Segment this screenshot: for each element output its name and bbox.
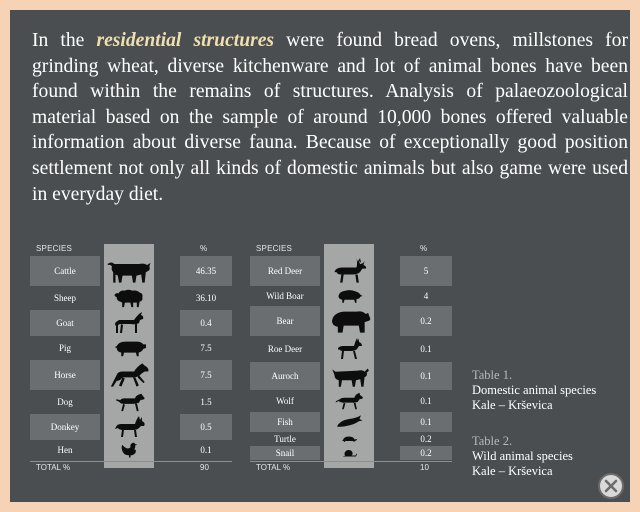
species-percent: 46.35 — [195, 266, 217, 276]
table-row — [250, 432, 452, 446]
species-percent: 0.1 — [420, 371, 432, 381]
species-name: Goat — [56, 318, 74, 328]
species-percent: 0.2 — [420, 434, 432, 444]
intro-highlight: residential structures — [96, 30, 275, 51]
species-name: Dog — [57, 397, 73, 407]
table2-line1: Wild animal species — [472, 449, 573, 463]
species-percent: 0.2 — [420, 448, 432, 458]
table1-caption — [472, 368, 596, 413]
species-name: Wolf — [276, 396, 294, 406]
table2-caption — [472, 434, 573, 479]
percent-column-header: % — [200, 244, 208, 253]
species-percent: 7.5 — [200, 370, 212, 380]
species-name: Pig — [58, 343, 71, 353]
table-row — [30, 414, 232, 440]
table-row — [30, 256, 232, 286]
species-name: Hen — [57, 445, 73, 455]
species-name: Turtle — [274, 434, 296, 444]
species-percent: 0.5 — [200, 422, 212, 432]
species-percent: 1.5 — [200, 397, 212, 407]
wild-species-table — [250, 244, 452, 484]
table-row — [30, 440, 232, 460]
table-row — [250, 390, 452, 412]
table-row — [30, 360, 232, 390]
domestic-species-table — [30, 244, 232, 484]
species-name: Snail — [275, 448, 295, 458]
total-label: TOTAL % — [36, 463, 71, 472]
species-name: Auroch — [271, 371, 299, 381]
table-row — [250, 362, 452, 390]
table-row — [250, 412, 452, 432]
donkey-icon — [104, 414, 154, 440]
species-percent: 0.1 — [420, 396, 432, 406]
species-name: Sheep — [54, 293, 76, 303]
hen-icon — [104, 440, 154, 460]
table1-title: Table 1. — [472, 368, 513, 382]
species-name: Horse — [54, 370, 76, 380]
intro-paragraph — [32, 28, 628, 207]
table-row — [30, 336, 232, 360]
table-row — [250, 256, 452, 286]
total-label: TOTAL % — [256, 463, 291, 472]
table1-line2: Kale – Krševica — [472, 398, 553, 412]
snail-icon — [324, 446, 374, 460]
total-divider — [30, 461, 232, 462]
table-row — [30, 310, 232, 336]
table1-line1: Domestic animal species — [472, 383, 597, 397]
auroch-icon — [324, 362, 374, 390]
table-row — [30, 390, 232, 414]
sheep-icon — [104, 286, 154, 310]
goat-icon — [104, 310, 154, 336]
table2-title: Table 2. — [472, 434, 513, 448]
species-percent: 0.1 — [200, 445, 212, 455]
species-name: Cattle — [54, 266, 76, 276]
species-column-header: SPECIES — [36, 244, 73, 253]
species-name: Roe Deer — [267, 344, 303, 354]
species-percent: 4 — [423, 291, 429, 301]
fish-icon — [324, 412, 374, 432]
species-percent: 7.5 — [200, 343, 212, 353]
species-percent: 0.2 — [420, 316, 432, 326]
close-button[interactable] — [598, 473, 624, 499]
table-row — [250, 446, 452, 460]
species-percent: 5 — [423, 266, 429, 276]
dog-icon — [104, 390, 154, 414]
table-row — [250, 336, 452, 362]
wild-boar-icon — [324, 286, 374, 306]
pig-icon — [104, 336, 154, 360]
table-row — [250, 286, 452, 306]
roe-deer-icon — [324, 336, 374, 362]
species-name: Red Deer — [267, 266, 303, 276]
intro-text-rest: were found bread ovens, millstones for grinding wheat, diverse kitchenware and lot of animal bones have been found within the remains of structures. Analysis of palaeozoological material based on the sample of around 10,000 bones offered valuable information about diverse fauna. Because of exceptionally good position settlement not only all kinds of domestic animals but also game were used in everyday diet. — [32, 30, 628, 205]
species-percent: 36.10 — [195, 293, 217, 303]
wolf-icon — [324, 390, 374, 412]
table-row — [250, 306, 452, 336]
horse-icon — [104, 360, 154, 390]
bear-icon — [324, 306, 374, 336]
species-percent: 0.1 — [420, 417, 432, 427]
total-value: 90 — [200, 463, 209, 472]
species-name: Bear — [276, 316, 294, 326]
percent-column-header: % — [420, 244, 428, 253]
table-row — [30, 286, 232, 310]
species-column-header: SPECIES — [256, 244, 293, 253]
species-percent: 0.1 — [420, 344, 432, 354]
species-percent: 0.4 — [200, 318, 212, 328]
species-name: Wild Boar — [266, 291, 304, 301]
species-name: Fish — [277, 417, 293, 427]
turtle-icon — [324, 432, 374, 446]
close-x-icon — [604, 479, 618, 493]
total-divider — [250, 461, 452, 462]
table2-line2: Kale – Krševica — [472, 464, 553, 478]
species-name: Donkey — [50, 422, 80, 432]
total-value: 10 — [420, 463, 429, 472]
cattle-icon — [104, 256, 154, 286]
intro-text-start: In the — [32, 30, 97, 51]
red-deer-icon — [324, 256, 374, 286]
